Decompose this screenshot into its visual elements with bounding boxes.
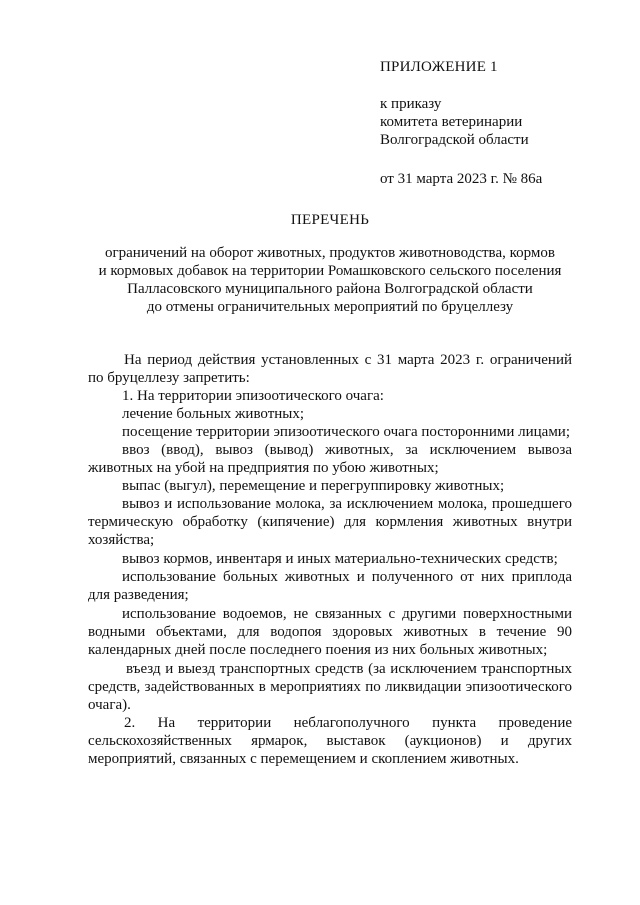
item2-word: проведение: [498, 715, 572, 731]
item2-word: 2.: [124, 715, 136, 731]
list-item: вывоз и использование молока, за исключением молока, прошедшего термическую обработку (кипячение) для кормления животных внутри хозяйства;: [88, 496, 572, 548]
subtitle-line: Палласовского муниципального района Волгоградской области: [127, 281, 533, 297]
item2-first-line: [88, 714, 572, 732]
list-item: ввоз (ввод), вывоз (вывод) животных, за исключением вывоза животных на убой на предприятия по убою животных;: [88, 442, 572, 476]
list-item: вывоз кормов, инвентаря и иных материально-технических средств;: [122, 551, 558, 567]
list-item: использование водоемов, не связанных с другими поверхностными водными объектами, для водопоя здоровых животных в течение 90 календарных дней после последнего поения из них больных животных;: [88, 606, 572, 658]
appendix-block: [380, 58, 542, 188]
item2-word: На: [157, 715, 176, 731]
item2-word: пункта: [432, 715, 477, 731]
appendix-line-order: к приказу: [380, 96, 442, 112]
appendix-title: ПРИЛОЖЕНИЕ 1: [380, 59, 498, 75]
item2-word: неблагополучного: [293, 715, 410, 731]
appendix-date: от 31 марта 2023 г. № 86а: [380, 171, 543, 187]
appendix-line-region: Волгоградской области: [380, 132, 529, 148]
appendix-line-committee: комитета ветеринарии: [380, 114, 523, 130]
document-body: [88, 351, 572, 768]
subtitle-line: ограничений на оборот животных, продуктов животноводства, кормов: [105, 245, 555, 261]
list-item: выпас (выгул), перемещение и перегруппировку животных;: [122, 478, 505, 494]
list-item: посещение территории эпизоотического очага посторонними лицами;: [122, 424, 571, 440]
item2-rest: сельскохозяйственных ярмарок, выставок (аукционов) и других мероприятий, связанных с перемещением и скоплением животных.: [88, 733, 572, 767]
list-item: лечение больных животных;: [122, 406, 305, 422]
list-item: использование больных животных и полученного от них приплода для разведения;: [88, 569, 572, 603]
subtitle-line: и кормовых добавок на территории Ромашковского сельского поселения: [98, 263, 562, 279]
item1-heading: 1. На территории эпизоотического очага:: [122, 388, 384, 404]
document-title: ПЕРЕЧЕНЬ: [290, 212, 370, 228]
intro-paragraph: На период действия установленных с 31 марта 2023 г. ограничений по бруцеллезу запретить:: [88, 352, 572, 386]
list-item: въезд и выезд транспортных средств (за исключением транспортных средств, задействованных в мероприятиях по ликвидации эпизоотического очага).: [88, 661, 572, 713]
item2-word: территории: [197, 715, 272, 731]
subtitle-line: до отмены ограничительных мероприятий по бруцеллезу: [146, 299, 514, 315]
document-subtitle: [60, 244, 600, 316]
